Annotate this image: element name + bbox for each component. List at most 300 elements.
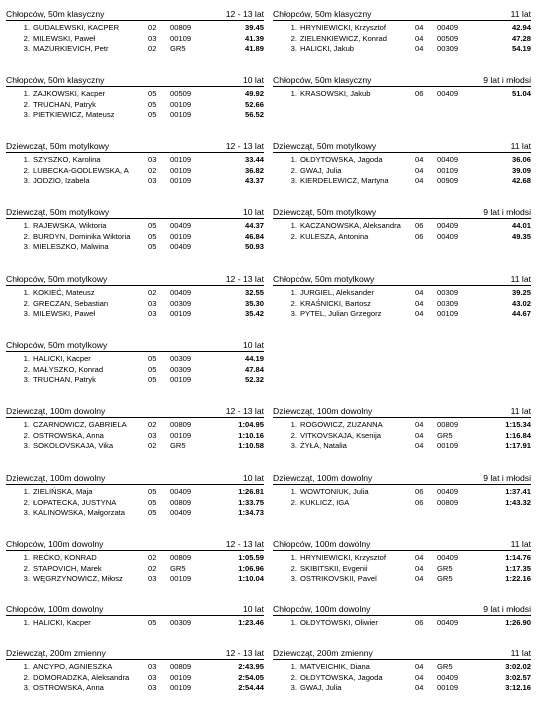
event-title: Dziewcząt, 200m zmienny [273, 648, 373, 658]
club-code: 00309 [170, 298, 192, 308]
result-time: 1:15.34 [505, 420, 531, 429]
birth-year: 03 [148, 155, 157, 164]
birth-year: 04 [415, 441, 424, 451]
club-code: 00109 [170, 176, 192, 186]
event-title: Chłopców, 50m motylkowy [273, 274, 375, 284]
result-row [6, 155, 264, 166]
place: 1. [290, 221, 297, 230]
result-row [273, 176, 531, 187]
place: 2. [290, 563, 297, 573]
birth-year: 05 [148, 364, 157, 374]
club-code: 00109 [170, 231, 192, 241]
result-time: 42.94 [511, 23, 531, 32]
result-time: 52.66 [244, 99, 264, 109]
swimmer-name: KACZANOWSKA, Aleksandra [300, 221, 401, 230]
result-time: 36.82 [244, 165, 264, 175]
event-title: Dziewcząt, 200m zmienny [6, 648, 106, 658]
birth-year: 03 [148, 33, 157, 43]
birth-year: 03 [148, 672, 157, 682]
age-category: 12 - 13 lat [225, 9, 264, 19]
result-row [6, 564, 264, 575]
swimmer-name: ZAJKOWSKI, Kacper [33, 89, 106, 98]
place: 2. [23, 298, 30, 308]
result-row [6, 618, 264, 629]
swimmer-name: BURDYN, Dominika Wiktoria [33, 231, 131, 241]
result-time: 49.35 [511, 231, 531, 241]
birth-year: 03 [148, 176, 157, 186]
place: 3. [23, 44, 30, 54]
event-header [6, 206, 264, 219]
result-row [273, 299, 531, 310]
birth-year: 04 [415, 298, 424, 308]
event-block [6, 8, 264, 55]
birth-year: 04 [415, 288, 424, 297]
place: 2. [23, 430, 30, 440]
place: 3. [290, 44, 297, 54]
event-block [273, 405, 531, 452]
event-title: Chłopców, 100m dowolny [6, 604, 104, 614]
birth-year: 04 [415, 662, 424, 671]
age-category: 11 lat [510, 539, 531, 549]
result-time: 1:10.58 [238, 441, 264, 451]
club-code: 00109 [170, 110, 192, 120]
result-row [273, 89, 531, 100]
event-header [6, 339, 264, 352]
place: 2. [23, 497, 30, 507]
place: 1. [290, 420, 297, 429]
club-code: 00109 [170, 99, 192, 109]
club-code: 00409 [437, 221, 459, 230]
result-time: 43.37 [244, 176, 264, 186]
result-row [6, 110, 264, 121]
event-block [6, 538, 264, 585]
result-time: 43.02 [511, 298, 531, 308]
place: 1. [290, 487, 297, 496]
event-block [6, 206, 264, 253]
event-title: Chłopców, 100m dowolny [273, 604, 371, 614]
event-header [273, 140, 531, 153]
swimmer-name: MIELESZKO, Malwina [33, 242, 109, 252]
event-block [273, 603, 531, 629]
result-time: 52.32 [244, 375, 264, 385]
place: 2. [290, 165, 297, 175]
result-row [6, 553, 264, 564]
birth-year: 05 [148, 99, 157, 109]
club-code: 00109 [170, 430, 192, 440]
place: 3. [23, 683, 30, 693]
place: 1. [23, 662, 30, 671]
swimmer-name: ANCYPO, AGNIESZKA [33, 662, 113, 671]
swimmer-name: ŁOPATECKA, JUSTYNA [33, 497, 117, 507]
club-code: 00809 [170, 420, 192, 429]
result-row [273, 441, 531, 452]
swimmer-name: KIERDELEWICZ, Martyna [300, 176, 389, 186]
place: 2. [23, 364, 30, 374]
club-code: GR5 [170, 441, 186, 451]
event-header [6, 140, 264, 153]
event-title: Dziewcząt, 50m motylkowy [6, 141, 110, 151]
event-header [6, 8, 264, 21]
event-header [6, 405, 264, 418]
swimmer-name: KULESZA, Antonina [300, 231, 369, 241]
result-row [6, 89, 264, 100]
swimmer-name: ZIELIŃSKA, Maja [33, 487, 93, 496]
place: 2. [23, 231, 30, 241]
swimmer-name: OSTROWSKA, Anna [33, 683, 104, 693]
event-header [273, 405, 531, 418]
event-block [273, 273, 531, 320]
age-category: 9 lat i młodsi [483, 473, 531, 483]
club-code: 00109 [170, 33, 192, 43]
event-header [6, 538, 264, 551]
result-row [6, 365, 264, 376]
age-category: 11 lat [510, 274, 531, 284]
result-time: 56.52 [244, 110, 264, 120]
club-code: 00409 [437, 23, 459, 32]
result-time: 44.19 [244, 354, 264, 363]
place: 3. [290, 683, 297, 693]
swimmer-name: OŁDYTOWSKA, Jagoda [300, 155, 383, 164]
place: 3. [23, 309, 30, 319]
place: 3. [23, 242, 30, 252]
club-code: 00409 [437, 155, 459, 164]
event-block [273, 8, 531, 55]
swimmer-name: OŁDYTOWSKI, Oliwier [300, 618, 378, 627]
club-code: 00109 [437, 683, 459, 693]
place: 3. [23, 574, 30, 584]
result-row [273, 34, 531, 45]
swimmer-name: RAJEWSKA, Wiktoria [33, 221, 107, 230]
birth-year: 03 [148, 662, 157, 671]
birth-year: 04 [415, 574, 424, 584]
swimmer-name: HALICKI, Kacper [33, 354, 91, 363]
birth-year: 03 [148, 430, 157, 440]
event-header [6, 273, 264, 286]
birth-year: 05 [148, 375, 157, 385]
swimmer-name: MILEWSKI, Paweł [33, 33, 96, 43]
result-row [6, 441, 264, 452]
birth-year: 04 [415, 165, 424, 175]
result-time: 1:14.76 [505, 553, 531, 562]
swimmer-name: OSTROWSKA, Anna [33, 430, 104, 440]
club-code: 00309 [170, 354, 192, 363]
place: 3. [23, 375, 30, 385]
place: 2. [290, 672, 297, 682]
result-time: 1:17.35 [505, 563, 531, 573]
place: 1. [290, 155, 297, 164]
event-title: Dziewcząt, 50m motylkowy [273, 207, 377, 217]
result-time: 44.01 [511, 221, 531, 230]
birth-year: 02 [148, 288, 157, 297]
result-row [6, 299, 264, 310]
result-row [6, 34, 264, 45]
club-code: 00309 [170, 364, 192, 374]
result-row [6, 487, 264, 498]
result-row [273, 221, 531, 232]
event-block [273, 472, 531, 508]
event-block [6, 339, 264, 386]
swimmer-name: TRUCHAN, Patryk [33, 375, 96, 385]
swimmer-name: MILEWSKI, Paweł [33, 309, 96, 319]
result-time: 1:17.91 [505, 441, 531, 451]
swimmer-name: MAŁYSZKO, Konrad [33, 364, 104, 374]
birth-year: 03 [148, 683, 157, 693]
swimmer-name: TRUCHAN, Patryk [33, 99, 96, 109]
birth-year: 06 [415, 221, 424, 230]
club-code: 00109 [437, 309, 459, 319]
place: 2. [290, 298, 297, 308]
club-code: 00109 [170, 165, 192, 175]
event-block [273, 647, 531, 694]
result-row [6, 354, 264, 365]
birth-year: 04 [415, 553, 424, 562]
event-title: Dziewcząt, 50m motylkowy [273, 141, 377, 151]
result-time: 1:33.75 [238, 497, 264, 507]
place: 1. [23, 618, 30, 627]
result-row [6, 375, 264, 386]
birth-year: 02 [148, 23, 157, 32]
place: 1. [23, 487, 30, 496]
age-category: 10 lat [242, 604, 264, 614]
birth-year: 03 [148, 574, 157, 584]
club-code: 00309 [170, 618, 192, 627]
place: 2. [290, 430, 297, 440]
event-block [6, 74, 264, 121]
result-row [6, 683, 264, 694]
age-category: 12 - 13 lat [225, 141, 264, 151]
club-code: 00809 [170, 662, 192, 671]
club-code: 00409 [437, 618, 459, 627]
club-code: GR5 [437, 662, 453, 671]
result-time: 51.04 [511, 89, 531, 98]
age-category: 11 lat [510, 406, 531, 416]
age-category: 12 - 13 lat [225, 648, 264, 658]
result-row [6, 662, 264, 673]
result-time: 32.55 [244, 288, 264, 297]
event-title: Chłopców, 100m dowolny [6, 539, 104, 549]
place: 3. [23, 110, 30, 120]
result-row [6, 44, 264, 55]
event-title: Chłopców, 50m klasyczny [273, 9, 372, 19]
result-time: 1:10.16 [238, 430, 264, 440]
swimmer-name: HRYNIEWICKI, Krzysztof [300, 553, 386, 562]
result-time: 35.30 [244, 298, 264, 308]
event-title: Chłopców, 50m klasyczny [6, 9, 105, 19]
result-row [273, 288, 531, 299]
birth-year: 04 [415, 420, 424, 429]
age-category: 10 lat [242, 207, 264, 217]
club-code: GR5 [170, 563, 186, 573]
result-time: 35.42 [244, 309, 264, 319]
birth-year: 04 [415, 23, 424, 32]
swimmer-name: GUDALEWSKI, KACPER [33, 23, 120, 32]
result-time: 3:02.02 [505, 662, 531, 671]
club-code: 00409 [437, 231, 459, 241]
result-row [6, 431, 264, 442]
event-block [273, 538, 531, 585]
club-code: 00309 [437, 44, 459, 54]
age-category: 9 lat i młodsi [483, 604, 531, 614]
event-block [6, 603, 264, 629]
result-time: 1:26.81 [238, 487, 264, 496]
result-row [273, 574, 531, 585]
result-row [273, 309, 531, 320]
swimmer-name: PYTEL, Julian Grzegorz [300, 309, 382, 319]
swimmer-name: GWAJ, Julia [300, 683, 342, 693]
result-time: 50.93 [244, 242, 264, 252]
swimmer-name: VITKOVSKAJA, Ksenija [300, 430, 382, 440]
place: 1. [23, 288, 30, 297]
swimmer-name: HALICKI, Kacper [33, 618, 91, 627]
result-row [273, 155, 531, 166]
result-row [6, 420, 264, 431]
club-code: 00509 [170, 89, 192, 98]
place: 3. [23, 176, 30, 186]
event-title: Chłopców, 50m motylkowy [6, 274, 108, 284]
club-code: 00409 [170, 487, 192, 496]
result-time: 2:43.95 [238, 662, 264, 671]
result-row [6, 574, 264, 585]
place: 3. [290, 176, 297, 186]
birth-year: 02 [148, 165, 157, 175]
swimmer-name: ROGOWICZ, ZUZANNA [300, 420, 383, 429]
result-row [273, 564, 531, 575]
place: 3. [290, 441, 297, 451]
event-header [6, 647, 264, 660]
result-row [273, 420, 531, 431]
birth-year: 05 [148, 231, 157, 241]
age-category: 10 lat [242, 75, 264, 85]
swimmer-name: KUKLICZ, IGA [300, 497, 350, 507]
event-title: Dziewcząt, 100m dowolny [6, 406, 106, 416]
place: 1. [290, 662, 297, 671]
place: 1. [290, 89, 297, 98]
result-time: 39.25 [511, 288, 531, 297]
birth-year: 06 [415, 497, 424, 507]
birth-year: 05 [148, 242, 157, 252]
place: 1. [290, 288, 297, 297]
event-header [273, 74, 531, 87]
club-code: 00409 [170, 221, 192, 230]
birth-year: 02 [148, 44, 157, 54]
age-category: 11 lat [510, 141, 531, 151]
place: 3. [23, 508, 30, 518]
birth-year: 05 [148, 487, 157, 496]
swimmer-name: KOKIEĆ, Mateusz [33, 288, 95, 297]
swimmer-name: KALINOWSKA, Małgorzata [33, 508, 126, 518]
club-code: GR5 [437, 563, 453, 573]
age-category: 11 lat [510, 648, 531, 658]
result-time: 47.84 [244, 364, 264, 374]
birth-year: 03 [148, 309, 157, 319]
birth-year: 04 [415, 176, 424, 186]
swimmer-name: MATVEICHIK, Diana [300, 662, 370, 671]
result-row [6, 166, 264, 177]
event-header [273, 472, 531, 485]
result-time: 1:43.32 [505, 497, 531, 507]
event-header [6, 472, 264, 485]
swimmer-name: OŁDYTOWSKA, Jagoda [300, 672, 383, 682]
birth-year: 03 [148, 298, 157, 308]
swimmer-name: ZIELENKIEWICZ, Konrad [300, 33, 387, 43]
result-row [6, 232, 264, 243]
birth-year: 04 [415, 309, 424, 319]
age-category: 10 lat [242, 473, 264, 483]
swimmer-name: GRECZAN, Sebastian [33, 298, 109, 308]
club-code: 00409 [170, 288, 192, 297]
swimmer-name: LUBECKA-GODLEWSKA, A [33, 165, 129, 175]
birth-year: 05 [148, 89, 157, 98]
result-time: 49.92 [244, 89, 264, 98]
place: 1. [23, 221, 30, 230]
club-code: 00109 [170, 375, 192, 385]
event-block [273, 206, 531, 242]
club-code: 00109 [170, 309, 192, 319]
birth-year: 02 [148, 441, 157, 451]
result-row [273, 618, 531, 629]
swimmer-name: SKIBITSKII, Evgenii [300, 563, 368, 573]
birth-year: 04 [415, 155, 424, 164]
event-block [6, 405, 264, 452]
result-time: 1:23.46 [238, 618, 264, 627]
club-code: 00109 [437, 441, 459, 451]
result-time: 1:06.96 [238, 563, 264, 573]
result-row [6, 221, 264, 232]
result-time: 41.89 [244, 44, 264, 54]
swimmer-name: HALICKI, Jakub [300, 44, 355, 54]
club-code: GR5 [437, 430, 453, 440]
place: 1. [23, 155, 30, 164]
result-time: 1:04.95 [238, 420, 264, 429]
place: 2. [290, 33, 297, 43]
swimmer-name: SOKOLOVSKAJA, Vika [33, 441, 114, 451]
club-code: 00409 [437, 487, 459, 496]
event-header [273, 8, 531, 21]
club-code: 00409 [170, 242, 192, 252]
club-code: 00409 [437, 89, 459, 98]
result-row [6, 176, 264, 187]
place: 1. [23, 553, 30, 562]
result-row [6, 23, 264, 34]
swimmer-name: OSTRIKOVSKII, Pavel [300, 574, 377, 584]
event-header [273, 647, 531, 660]
result-time: 47.28 [511, 33, 531, 43]
result-row [6, 309, 264, 320]
result-row [273, 498, 531, 509]
age-category: 9 lat i młodsi [483, 75, 531, 85]
birth-year: 06 [415, 618, 424, 627]
event-title: Dziewcząt, 100m dowolny [273, 406, 373, 416]
event-title: Dziewcząt, 100m dowolny [6, 473, 106, 483]
age-category: 11 lat [510, 9, 531, 19]
event-header [273, 206, 531, 219]
event-title: Chłopców, 50m klasyczny [6, 75, 105, 85]
event-title: Chłopców, 50m klasyczny [273, 75, 372, 85]
age-category: 10 lat [242, 340, 264, 350]
birth-year: 04 [415, 683, 424, 693]
result-time: 44.37 [244, 221, 264, 230]
club-code: 00109 [170, 683, 192, 693]
result-time: 1:26.90 [505, 618, 531, 627]
result-time: 41.39 [244, 33, 264, 43]
club-code: 00309 [437, 288, 459, 297]
club-code: 00309 [437, 298, 459, 308]
result-row [6, 673, 264, 684]
club-code: 00109 [170, 672, 192, 682]
event-block [273, 140, 531, 187]
result-time: 2:54.44 [238, 683, 264, 693]
club-code: 00809 [170, 553, 192, 562]
